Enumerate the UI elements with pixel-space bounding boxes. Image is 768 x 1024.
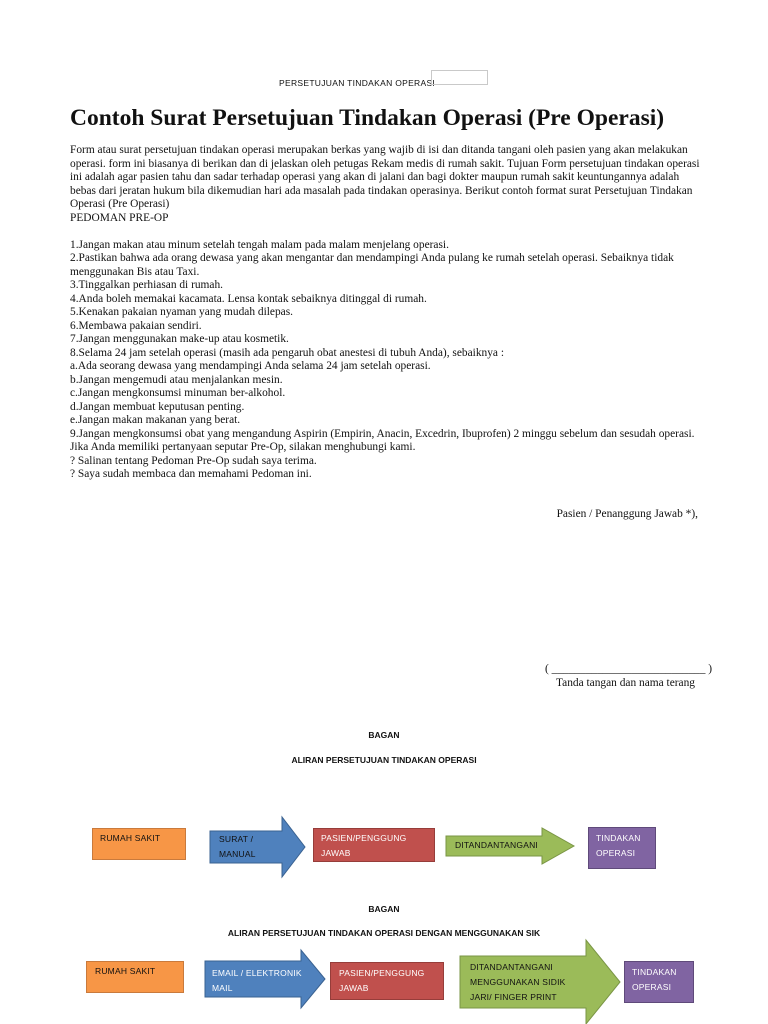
- diagram1-box-tindakan: [588, 827, 656, 869]
- signature-line: ( ___________________________ ): [545, 663, 713, 675]
- diagram2-arrow-sidik-jari-line1: DITANDANTANGANI: [470, 962, 553, 972]
- diagram2-label: BAGAN: [368, 904, 400, 914]
- signature-caption: Tanda tangan dan nama terang: [556, 677, 695, 689]
- diagram1-arrow-ditandatangani-label: DITANDANTANGANI: [455, 840, 538, 850]
- diagram1-label: BAGAN: [368, 730, 400, 740]
- diagram2-box-rumah-sakit: [86, 961, 184, 993]
- diagram2-box-rumah-sakit-label: RUMAH SAKIT: [95, 966, 156, 976]
- diagram1-title: ALIRAN PERSETUJUAN TINDAKAN OPERASI: [291, 755, 477, 765]
- diagram2-title: ALIRAN PERSETUJUAN TINDAKAN OPERASI DENGAN MENGGUNAKAN SIK: [227, 928, 541, 938]
- diagram1-box-rumah-sakit-label: RUMAH SAKIT: [100, 833, 161, 843]
- diagram1-box-rumah-sakit: [92, 828, 186, 860]
- diagram2-arrow-sidik-jari-line3: JARI/ FINGER PRINT: [470, 992, 557, 1002]
- diagram2-box-pasien-line1: PASIEN/PENGGUNG: [339, 968, 425, 978]
- diagram1-box-tindakan-line2: OPERASI: [596, 848, 636, 858]
- header-box: [431, 70, 488, 85]
- diagram2-box-tindakan-line2: OPERASI: [632, 982, 672, 992]
- diagram2-box-tindakan: [624, 961, 694, 1003]
- diagram1-box-pasien: [313, 828, 435, 862]
- diagram1-box-pasien-line2: JAWAB: [321, 848, 351, 858]
- document-title: Contoh Surat Persetujuan Tindakan Operasi (Pre Operasi): [70, 105, 665, 131]
- diagram1-arrow-surat-label: [219, 832, 256, 862]
- diagram1-box-pasien-line1: PASIEN/PENGGUNG: [321, 833, 407, 843]
- diagram2-box-pasien: [330, 962, 444, 1000]
- diagram1-arrow-surat-line1: SURAT /: [219, 834, 254, 844]
- diagram2-box-tindakan-line1: TINDAKAN: [632, 967, 677, 977]
- diagram2-arrow-email-label: [212, 966, 302, 996]
- signature-role: Pasien / Penanggung Jawab *),: [556, 508, 698, 520]
- diagram2-box-pasien-line2: JAWAB: [339, 983, 369, 993]
- diagram2-arrow-sidik-jari-line2: MENGGUNAKAN SIDIK: [470, 977, 566, 987]
- diagram1-box-tindakan-line1: TINDAKAN: [596, 833, 641, 843]
- diagram2-arrow-email-line1: EMAIL / ELEKTRONIK: [212, 968, 302, 978]
- diagram1-arrow-surat-line2: MANUAL: [219, 849, 256, 859]
- body-text: Form atau surat persetujuan tindakan operasi merupakan berkas yang wajib di isi dan ditanda tangani oleh pasien yang akan melakukan operasi. form ini biasanya di berikan dan di jelaskan oleh petugas Rekam medis di rumah sakit. Tujuan Form persetujuan tindakan operasi ini adalah agar pasien tahu dan sadar terhadap operasi yang akan di jalani dan bagi dokter maupun rumah sakit keuntungannya adalah bebas dari jeratan hukum bila dikemudian hari ada masalah pada tindakan operasinya. Berikut contoh format surat Persetujuan Tindakan Operasi (Pre Operasi) PEDOMAN PRE-OP 1.Jangan makan atau minum setelah tengah malam pada malam menjelang operasi. 2.Pastikan bahwa ada orang dewasa yang akan mengantar dan mendampingi Anda pulang ke rumah setelah operasi. Sebaiknya tidak menggunakan Bis atau Taxi. 3.Tinggalkan perhiasan di rumah. 4.Anda boleh memakai kacamata. Lensa kontak sebaiknya ditinggal di rumah. 5.Kenakan pakaian nyaman yang mudah dilepas. 6.Membawa pakaian sendiri. 7.Jangan menggunakan make-up atau kosmetik. 8.Selama 24 jam setelah operasi (masih ada pengaruh obat anestesi di tubuh Anda), sebaiknya : a.Ada seorang dewasa yang mendampingi Anda selama 24 jam setelah operasi. b.Jangan mengemudi atau menjalankan mesin. c.Jangan mengkonsumsi minuman ber-alkohol. d.Jangan membuat keputusan penting. e.Jangan makan makanan yang berat. 9.Jangan mengkonsumsi obat yang mengandung Aspirin (Empirin, Anacin, Excedrin, Ibuprofen) 2 minggu sebelum dan sesudah operasi. Jika Anda memiliki pertanyaan seputar Pre-Op, silakan menghubungi kami. ? Salinan tentang Pedoman Pre-Op sudah saya terima. ? Saya sudah membaca dan memahami Pedoman ini.: [70, 144, 700, 480]
- diagram2-arrow-sidik-jari-label: [470, 960, 566, 1005]
- header-label: PERSETUJUAN TINDAKAN OPERASI: [279, 78, 436, 88]
- diagram2-arrow-email-line2: MAIL: [212, 983, 233, 993]
